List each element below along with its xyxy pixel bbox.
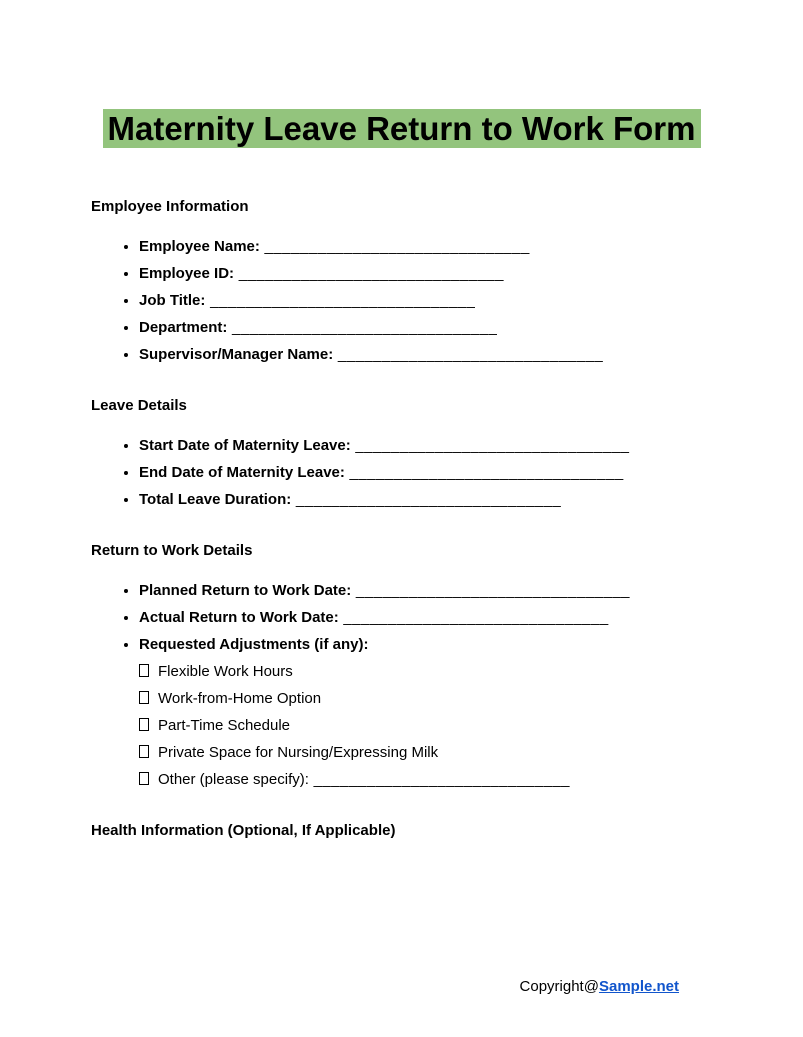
field-label-job-title: Job Title: — [139, 292, 206, 309]
field-label-leave-end-date: End Date of Maternity Leave: — [139, 464, 345, 481]
heading-health-information: Health Information (Optional, If Applicable) — [91, 822, 396, 839]
checkbox-label-other: Other (please specify): — [158, 771, 309, 788]
section-leave-details — [91, 396, 712, 513]
copyright-text: Copyright@ — [519, 978, 599, 995]
list-item-requested-adjustments — [139, 631, 712, 793]
blank-line-job-title: ______________________________ — [205, 292, 476, 309]
checkbox-icon — [139, 745, 149, 758]
checkbox-row-part-time — [139, 712, 712, 739]
heading-return-to-work-details: Return to Work Details — [91, 542, 253, 559]
list-item-actual-return-date — [139, 604, 712, 631]
field-label-employee-id: Employee ID: — [139, 265, 235, 282]
heading-employee-information: Employee Information — [91, 198, 249, 215]
blank-line-employee-name: ______________________________ — [259, 238, 530, 255]
field-label-employee-name: Employee Name: — [139, 238, 260, 255]
blank-line-planned-return-date: _______________________________ — [351, 582, 631, 599]
return-to-work-list — [91, 577, 712, 793]
field-label-planned-return-date: Planned Return to Work Date: — [139, 582, 352, 599]
field-label-department: Department: — [139, 319, 228, 336]
checkbox-label-flexible-hours: Flexible Work Hours — [158, 663, 293, 680]
section-health-information — [91, 821, 712, 840]
checkbox-row-work-from-home — [139, 685, 712, 712]
leave-details-list — [91, 432, 712, 513]
field-label-supervisor-name: Supervisor/Manager Name: — [139, 346, 334, 363]
footer — [520, 978, 679, 995]
blank-line-leave-end-date: _______________________________ — [344, 464, 624, 481]
field-label-leave-start-date: Start Date of Maternity Leave: — [139, 437, 351, 454]
document-title-highlight: Maternity Leave Return to Work Form — [103, 109, 701, 148]
blank-line-other-specify: _____________________________ — [308, 771, 570, 788]
checkbox-label-work-from-home: Work-from-Home Option — [158, 690, 322, 707]
document-title — [91, 0, 712, 169]
blank-line-department: ______________________________ — [227, 319, 498, 336]
section-employee-information — [91, 197, 712, 368]
checkbox-icon — [139, 772, 149, 785]
checkbox-row-private-space — [139, 739, 712, 766]
list-item-supervisor-name — [139, 341, 712, 368]
checkbox-label-private-space: Private Space for Nursing/Expressing Milk — [158, 744, 439, 761]
checkbox-row-flexible-hours — [139, 658, 712, 685]
list-item-job-title — [139, 287, 712, 314]
checkbox-label-part-time: Part-Time Schedule — [158, 717, 290, 734]
list-item-leave-start-date — [139, 432, 712, 459]
blank-line-supervisor-name: ______________________________ — [333, 346, 604, 363]
checkbox-row-other — [139, 766, 712, 793]
list-item-department — [139, 314, 712, 341]
blank-line-actual-return-date: ______________________________ — [338, 609, 609, 626]
heading-leave-details: Leave Details — [91, 397, 187, 414]
list-item-employee-name — [139, 233, 712, 260]
list-item-employee-id — [139, 260, 712, 287]
list-item-leave-end-date — [139, 459, 712, 486]
sample-net-link[interactable]: Sample.net — [598, 978, 679, 995]
checkbox-icon — [139, 664, 149, 677]
section-return-to-work-details — [91, 541, 712, 793]
list-item-planned-return-date — [139, 577, 712, 604]
blank-line-employee-id: ______________________________ — [234, 265, 504, 282]
list-item-leave-duration — [139, 486, 712, 513]
blank-line-leave-start-date: _______________________________ — [350, 437, 630, 454]
field-label-actual-return-date: Actual Return to Work Date: — [139, 609, 339, 626]
employee-information-list — [91, 233, 712, 368]
blank-line-leave-duration: ______________________________ — [291, 491, 562, 508]
field-label-leave-duration: Total Leave Duration: — [139, 491, 292, 508]
field-label-requested-adjustments: Requested Adjustments (if any): — [139, 636, 369, 653]
checkbox-icon — [139, 718, 149, 731]
checkbox-icon — [139, 691, 149, 704]
